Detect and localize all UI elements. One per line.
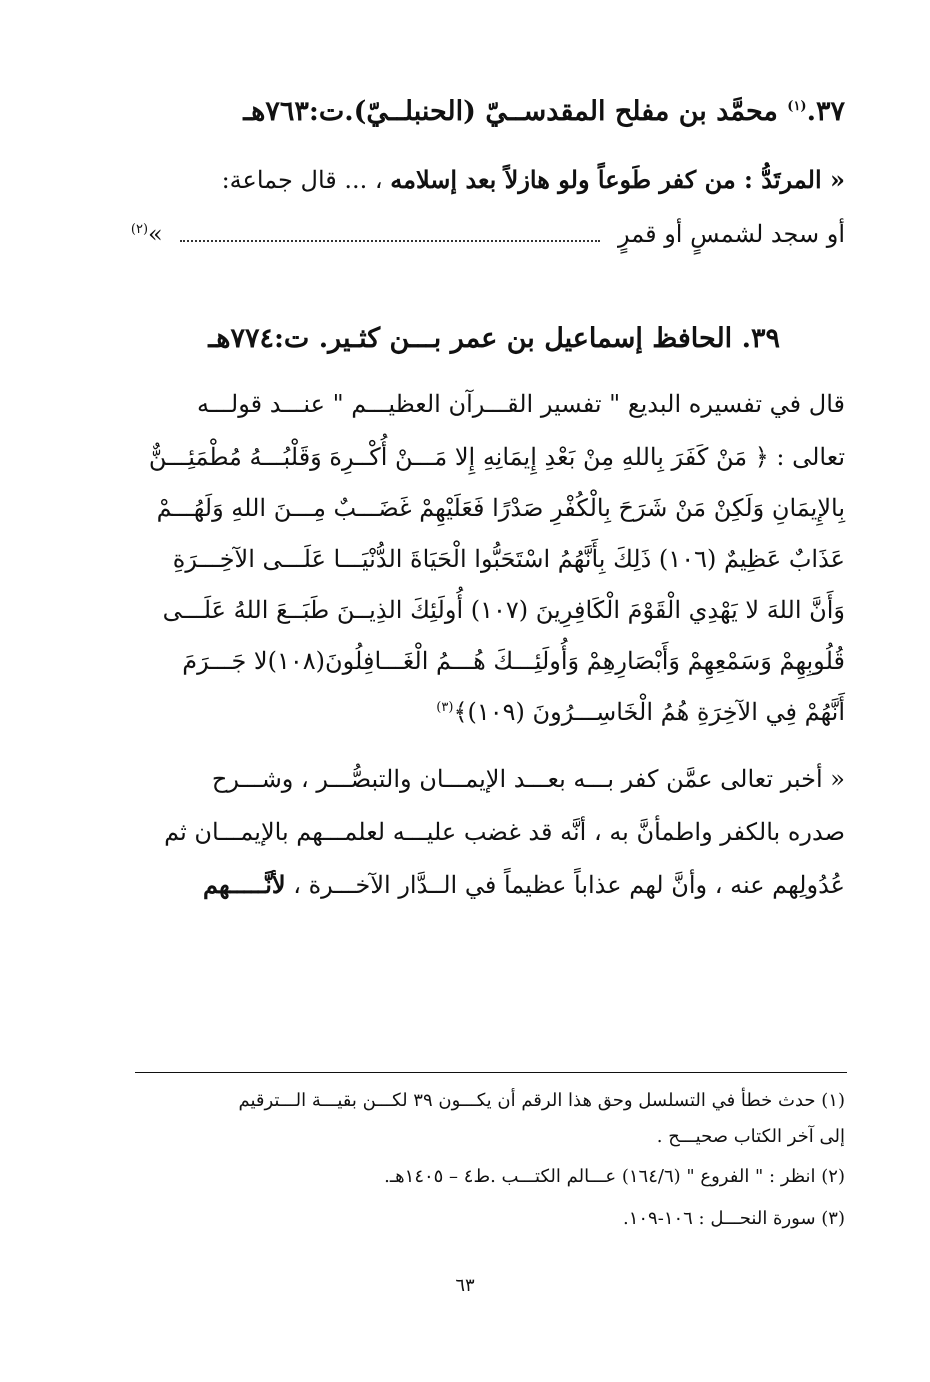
section-39-heading: ٣٩. الحافظ إسماعيل بن عمر بـــن كثـير. ت:٧٧٤هـ: [208, 323, 780, 354]
section-37-quote-rest: ، ... قال جماعة:: [221, 166, 383, 194]
section-39-line: بِالإِيمَانِ وَلَكِنْ مَنْ شَرَحَ بِالْكُفْرِ صَدْرًا فَعَلَيْهِمْ غَضَـــبٌ مِـــنَ اللهِ وَلَهُـــمْ: [156, 494, 845, 522]
section-39-line: أَنَّهُمْ فِي الآخِرَةِ هُمُ الْخَاسِـــرُونَ (١٠٩)﴾: [453, 698, 845, 726]
section-37-quote-line-2-text: أو سجد لشمسٍ أو قمرٍ: [617, 220, 845, 248]
footnote-ref-3: (٣): [436, 700, 454, 715]
commentary-line: عُدُولِهم عنه ، وأنَّ لهم عذاباً عظيماً في الــدَّار الآخـــرة ،: [285, 871, 845, 899]
section-39-line: قُلُوبِهِمْ وَسَمْعِهِمْ وَأَبْصَارِهِمْ وَأُولَئِـــكَ هُـــمُ الْغَـــافِلُونَ(١٠٨)لا جَـــرَمَ: [182, 647, 845, 675]
ellipsis-dots: [180, 230, 600, 242]
section-39-line: قال في تفسيره البديع " تفسير القـــرآن العظيـــم " عنـــد قولـــه: [196, 390, 845, 418]
section-37-quote-line-1: [222, 165, 845, 194]
section-39-line: وَأَنَّ اللهَ لا يَهْدِي الْقَوْمَ الْكَافِرِينَ (١٠٧) أُولَئِكَ الذِيــنَ طَبَــعَ اللهُ عَلَـــى: [162, 596, 845, 624]
footnote-ref-1: (١): [787, 99, 807, 114]
section-37-number: ٣٧.: [806, 96, 845, 127]
section-37-heading: [243, 96, 845, 127]
commentary-line: « أخبر تعالى عمَّن كفر بـــه بعـــد الإيمـــان والتبصُّـــر ، وشـــرح: [211, 765, 845, 793]
section-37-quote-line-2: [131, 220, 845, 248]
footnote-1-continued: إلى آخر الكتاب صحيـــح .: [656, 1126, 845, 1147]
footnote-2: (٢) انظر : " الفروع " (١٦٤/٦) عـــالم الكتـــب .ط٤ – ١٤٠٥هـ.: [384, 1166, 845, 1187]
commentary-line: صدره بالكفر واطمأنَّ به ، أنَّه قد غضب عليـــه لعلمـــهم بالإيمـــان ثم: [164, 818, 845, 846]
section-39-last-line: [436, 698, 845, 726]
footnote-separator: [135, 1072, 847, 1073]
footnote-ref-2: (٢): [130, 222, 149, 237]
quote-close-mark: »: [148, 220, 163, 248]
footnote-1: (١) حدث خطأ في التسلسل وحق هذا الرقم أن يكـــون ٣٩ لكـــن بقيـــة الـــترقيم: [238, 1090, 845, 1111]
commentary-line-3: [203, 870, 845, 899]
footnote-3: (٣) سورة النحـــل : ١٠٦-١٠٩.: [622, 1208, 845, 1229]
commentary-bold-end: لأنَّـــــهم: [203, 870, 286, 899]
section-39-line: تعالى : ﴿ مَنْ كَفَرَ بِاللهِ مِنْ بَعْدِ إِيمَانِهِ إِلا مَـــنْ أُكْــرِهَ وَقَلْبُـــهُ مُطْمَئِـــنٌّ: [148, 443, 845, 471]
section-37-quote-bold: « المرتَدُّ : من كفر طَوعاً ولو هازلاً بعد إسلامه: [390, 165, 845, 194]
section-39-line: عَذَابٌ عَظِيمٌ (١٠٦) ذَلِكَ بِأَنَّهُمُ اسْتَحَبُّوا الْحَيَاةَ الدُّنْيَـــا عَلَـــى الآخِـــرَةِ: [172, 545, 845, 573]
page-number: ٦٣: [455, 1275, 475, 1296]
section-37-title: محمَّد بن مفلح المقدســيّ (الحنبلــيّ).ت:٧٦٣هـ: [243, 96, 778, 127]
